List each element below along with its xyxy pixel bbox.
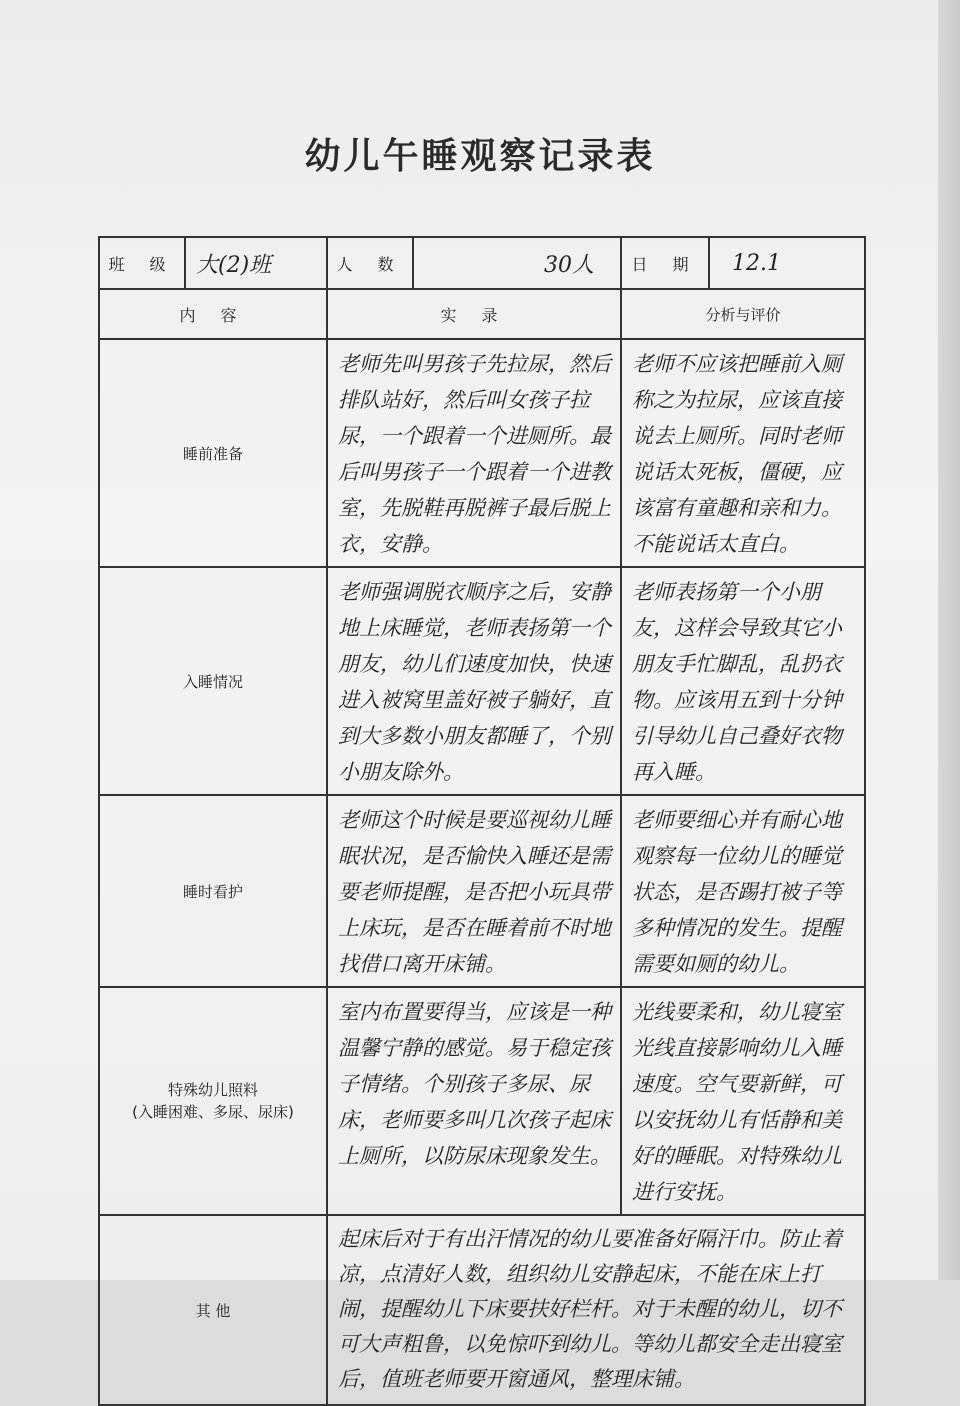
content-column-header: 内 容 (99, 289, 327, 339)
table-row (99, 795, 865, 987)
page-edge (938, 0, 960, 1280)
analysis-cell: 老师要细心并有耐心地观察每一位幼儿的睡觉状态，是否踢打被子等多种情况的发生。提醒需要如厕的幼儿。 (621, 795, 865, 987)
analysis-cell: 光线要柔和，幼儿寝室光线直接影响幼儿入睡速度。空气要新鲜，可以安抚幼儿有恬静和美好的睡眠。对特殊幼儿进行安抚。 (621, 987, 865, 1215)
record-cell: 室内布置要得当，应该是一种温馨宁静的感觉。易于稳定孩子情绪。个别孩子多尿、尿床，老师要多叫几次孩子起床上厕所，以防尿床现象发生。 (327, 987, 621, 1215)
class-value: 大(2)班 (185, 237, 327, 289)
row-label: 其 他 (99, 1215, 327, 1405)
table-row (99, 567, 865, 795)
observation-table (98, 236, 866, 1406)
date-value: 12.1 (709, 237, 865, 289)
class-label: 班 级 (99, 237, 185, 289)
row-label-note: (入睡困难、多尿、尿床) (132, 1103, 294, 1121)
analysis-column-header: 分析与评价 (621, 289, 865, 339)
header-row (99, 237, 865, 289)
count-label: 人 数 (327, 237, 413, 289)
record-cell: 老师先叫男孩子先拉尿，然后排队站好，然后叫女孩子拉尿，一个跟着一个进厕所。最后叫男孩子一个跟着一个进教室，先脱鞋再脱裤子最后脱上衣，安静。 (327, 339, 621, 567)
record-cell: 老师强调脱衣顺序之后，安静地上床睡觉，老师表扬第一个朋友，幼儿们速度加快，快速进入被窝里盖好被子躺好，直到大多数小朋友都睡了，个别小朋友除外。 (327, 567, 621, 795)
table-row (99, 987, 865, 1215)
date-label: 日 期 (621, 237, 709, 289)
analysis-cell: 老师不应该把睡前入厕称之为拉尿，应该直接说去上厕所。同时老师说话太死板，僵硬，应该富有童趣和亲和力。不能说话太直白。 (621, 339, 865, 567)
row-label: 睡前准备 (99, 339, 327, 567)
form-title: 幼儿午睡观察记录表 (304, 136, 656, 177)
record-cell: 起床后对于有出汗情况的幼儿要准备好隔汗巾。防止着凉，点清好人数，组织幼儿安静起床，不能在床上打闹，提醒幼儿下床要扶好栏杆。对于未醒的幼儿，切不可大声粗鲁，以免惊吓到幼儿。等幼儿都安全走出寝室后，值班老师要开窗通风，整理床铺。 (327, 1215, 865, 1405)
count-value: 30人 (413, 237, 621, 289)
column-header-row (99, 289, 865, 339)
table-row (99, 1215, 865, 1405)
record-cell: 老师这个时候是要巡视幼儿睡眠状况，是否愉快入睡还是需要老师提醒，是否把小玩具带上床玩，是否在睡着前不时地找借口离开床铺。 (327, 795, 621, 987)
row-label-title: 特殊幼儿照料 (167, 1081, 258, 1099)
analysis-cell: 老师表扬第一个小朋友，这样会导致其它小朋友手忙脚乱，乱扔衣物。应该用五到十分钟引导幼儿自己叠好衣物再入睡。 (621, 567, 865, 795)
row-label: 入睡情况 (99, 567, 327, 795)
row-label: 睡时看护 (99, 795, 327, 987)
record-column-header: 实 录 (327, 289, 621, 339)
table-row (99, 339, 865, 567)
row-label (99, 987, 327, 1215)
